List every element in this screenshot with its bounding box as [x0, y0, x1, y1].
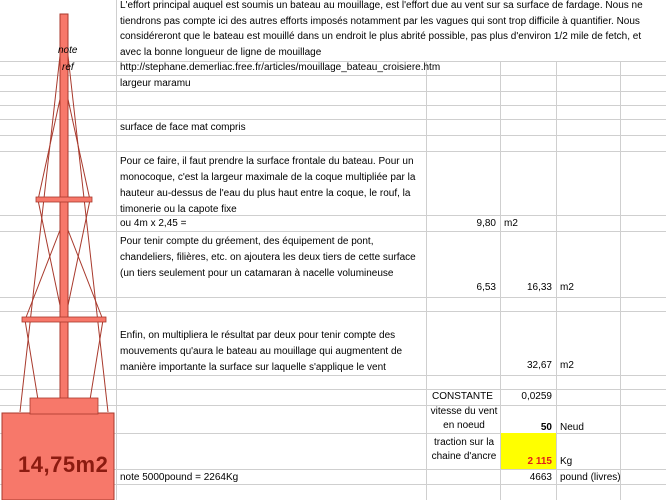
wind-speed-value[interactable]: 50	[540, 422, 552, 433]
wind-speed-unit: Neud	[560, 422, 584, 433]
largeur-label: largeur maramu	[120, 78, 191, 89]
spreader-bottom	[22, 317, 106, 322]
intro-text: L'effort principal auquel est soumis un bateau au mouillage, est l'effort due au vent sur sa surface de fardage. Nous ne tiendrons pas compte ici des autres efforts imposés notamment par les vagues qui sont trop difficile à quantifier. Nous considéreront que le bateau est mouillé dans un endroit le plus abrité possible, pas plus d'environ 1/2 mile de fetch, et avec la bonne longueur de ligne de mouillage	[120, 0, 643, 58]
rigging-extra-value: 6,53	[476, 282, 496, 293]
col-line	[556, 61, 557, 500]
paragraph-frontal-surface: Pour ce faire, il faut prendre la surface frontale du bateau. Pour un monocoque, c'est la largeur maximale de la coque multipliée par la hauteur au-dessus de l'eau du plus haut entre la coque, le rouf, la timonerie ou la capote fixe	[120, 156, 416, 215]
total-surface-value: 16,33	[526, 282, 552, 293]
paragraph-doubling: Enfin, on multipliera le résultat par deux pour tenir compte des mouvements qu'aura le bateau au mouillage qui augmentent de manière importante la surface sur laquelle s'applique le vent	[120, 330, 403, 373]
mast	[60, 14, 68, 414]
unit-m2: m2	[560, 282, 574, 293]
constante-label: CONSTANTE	[432, 391, 493, 402]
unit-m2: m2	[560, 360, 574, 371]
ref-label: ref	[62, 62, 74, 73]
frontal-surface-value: 9,80	[476, 218, 496, 229]
doubled-surface-value: 32,67	[526, 360, 552, 371]
col-line	[426, 61, 427, 500]
spreader-top	[36, 197, 92, 202]
note-5000-pound: note 5000pound = 2264Kg	[120, 472, 239, 483]
col-line	[620, 61, 621, 500]
constante-value: 0,0259	[521, 391, 552, 402]
pounds-unit: pound (livres)	[560, 472, 621, 483]
reference-url[interactable]: http://stephane.demerliac.free.fr/articles/mouillage_bateau_croisiere.htm	[120, 62, 441, 73]
vitesse-label: vitesse du vent en noeud	[430, 406, 498, 431]
traction-value: 2 115	[527, 456, 552, 467]
surface-label: surface de face mat compris	[120, 122, 246, 133]
surface-area-label: 14,75m2	[18, 452, 109, 477]
traction-unit: Kg	[560, 456, 573, 467]
col-line	[116, 0, 117, 500]
calc-label: ou 4m x 2,45 =	[120, 218, 187, 229]
paragraph-rigging: Pour tenir compte du gréement, des équipement de pont, chandeliers, filières, etc. on ajoutera les deux tiers de cette surface (un tiers seulement pour un catamaran à nacelle volumineuse	[120, 236, 416, 279]
unit-m2: m2	[504, 218, 518, 229]
pounds-value: 4663	[529, 472, 552, 483]
traction-label: traction sur la chaine d'ancre	[431, 437, 497, 462]
note-label: note	[58, 45, 78, 56]
mast-drawing	[0, 0, 116, 500]
deck-section	[30, 398, 98, 414]
